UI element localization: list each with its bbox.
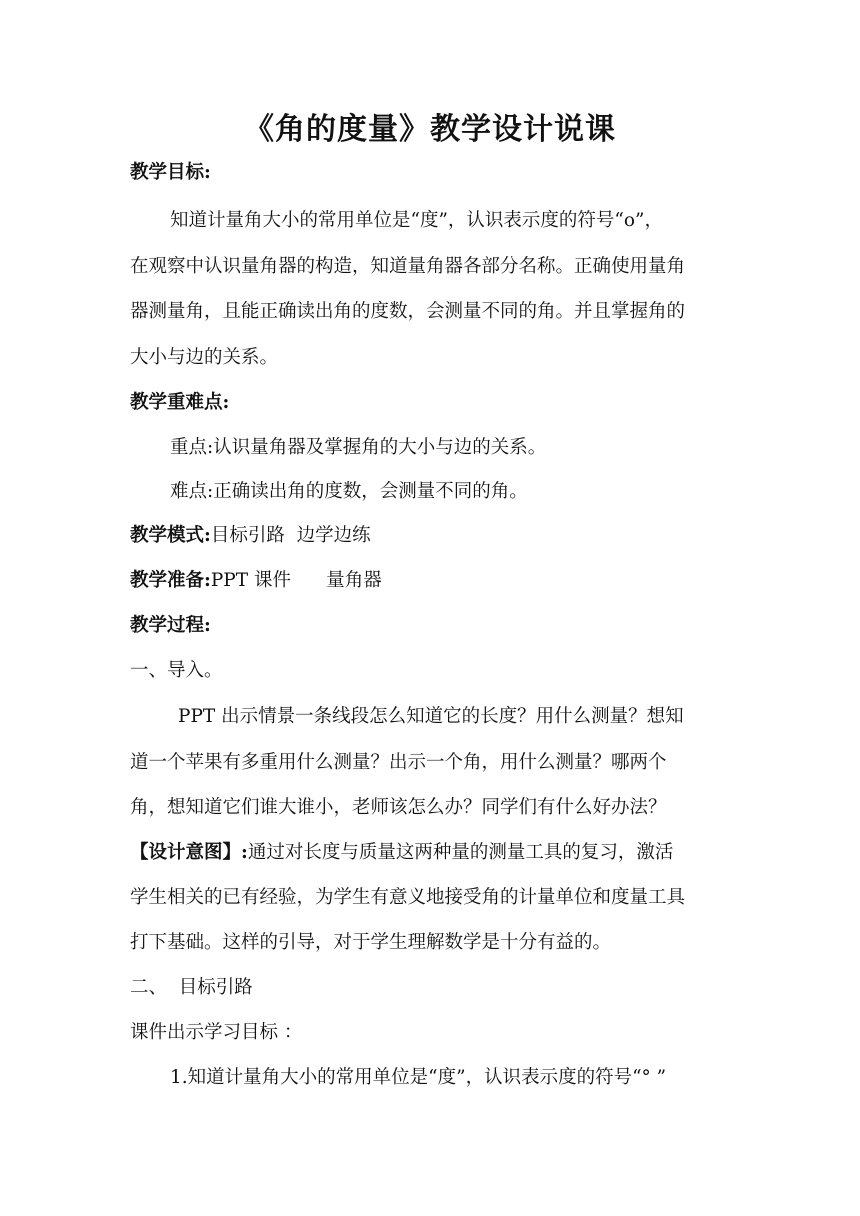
intent-text-1: 通过对长度与质量这两种量的测量工具的复习，激活: [247, 842, 674, 863]
step1-line-1: PPT 出示情景一条线段怎么知道它的长度？用什么测量？想知: [178, 706, 684, 727]
intent-label: 【设计意图】:: [130, 842, 248, 863]
objectives-line-4: 大小与边的关系。: [130, 347, 279, 368]
intent-line-3: 打下基础。这样的引导，对于学生理解数学是十分有益的。: [130, 932, 612, 953]
key-heading: 教学重难点:: [130, 392, 230, 413]
process-heading: 教学过程:: [130, 615, 211, 636]
prep-value: PPT 课件 量角器: [210, 570, 382, 591]
step2-heading: 二、 目标引路: [130, 977, 253, 998]
objectives-line-2: 在观察中认识量角器的构造，知道量角器各部分名称。正确使用量角: [130, 256, 686, 277]
mode-value: 目标引路 边学边练: [210, 525, 371, 546]
difficult-point: 难点:正确读出角的度数，会测量不同的角。: [170, 481, 528, 502]
objectives-line-1: 知道计量角大小的常用单位是“度”，认识表示度的符号“o”，: [170, 210, 663, 231]
step1-heading: 一、导入。: [130, 660, 223, 681]
intent-line-1: [130, 840, 740, 866]
courseware-line: 课件出示学习目标 ：: [130, 1022, 303, 1043]
objectives-line-3: 器测量角，且能正确读出角的度数，会测量不同的角。并且掌握角的: [130, 301, 686, 322]
objectives-heading: 教学目标:: [130, 162, 211, 183]
intent-line-2: 学生相关的已有经验，为学生有意义地接受角的计量单位和度量工具: [130, 887, 686, 908]
key-point: 重点:认识量角器及掌握角的大小与边的关系。: [170, 437, 547, 458]
prep-line: [130, 568, 740, 594]
mode-label: 教学模式:: [130, 525, 211, 546]
document-title: 《角的度量》教学设计说课: [244, 112, 616, 147]
goal-1: 1.知道计量角大小的常用单位是“度”，认识表示度的符号“° ”: [170, 1067, 667, 1088]
mode-line: [130, 523, 740, 549]
step1-line-3: 角，想知道它们谁大谁小，老师该怎么办？同学们有什么好办法？: [130, 797, 667, 818]
prep-label: 教学准备:: [130, 570, 211, 591]
step1-line-2: 道一个苹果有多重用什么测量？出示一个角，用什么测量？哪两个: [130, 752, 667, 773]
